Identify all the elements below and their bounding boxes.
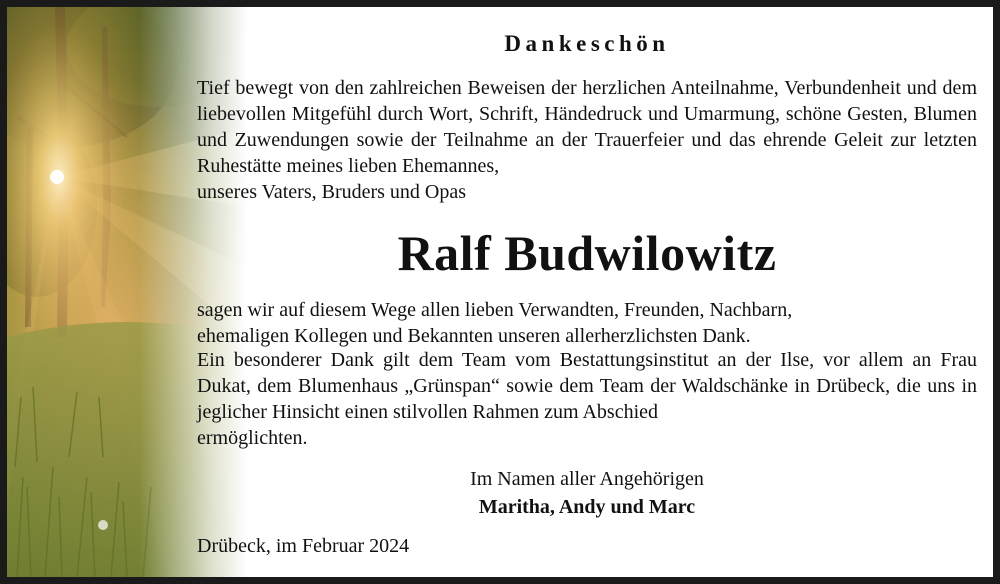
thanks-last-line: ehemaligen Kollegen und Bekannten unseren allerherzlichsten Dank. <box>197 325 751 347</box>
signatories: Maritha, Andy und Marc <box>478 496 696 518</box>
special-thanks-paragraph <box>197 347 977 451</box>
thanks-text: sagen wir auf diesem Wege allen lieben Verwandten, Freunden, Nachbarn, <box>197 299 793 321</box>
intro-text: Tief bewegt von den zahlreichen Beweisen der herzlichen Anteilnahme, Verbundenheit und dem liebevollen Mitgefühl durch Wort, Schrift, Händedruck und Umarmung, schöne Gesten, Blumen und Zuwendungen sowie der Teilnahme an der Trauerfeier und das ehrende Geleit zur letzten Ruhestätte meines lieben Ehemannes, <box>197 77 977 177</box>
intro-paragraph <box>197 75 977 205</box>
special-thanks-text: Ein besonderer Dank gilt dem Team vom Bestattungsinstitut an der Ilse, vor allem an Frau Dukat, dem Blumenhaus „Grünspan“ sowie dem Team der Waldschänke in Drübeck, die uns in jeglicher Hinsicht einen stilvollen Rahmen zum Abschied <box>197 349 977 423</box>
notice-heading: Dankeschön <box>504 31 670 56</box>
deceased-name: Ralf Budwilowitz <box>397 225 777 281</box>
intro-last-line: unseres Vaters, Bruders und Opas <box>197 181 467 203</box>
special-thanks-last-line: ermöglichten. <box>197 427 308 449</box>
closing-block <box>197 465 977 521</box>
thanks-paragraph <box>197 297 977 349</box>
place-and-date: Drübeck, im Februar 2024 <box>197 535 410 557</box>
closing-line: Im Namen aller Angehörigen <box>470 468 704 490</box>
